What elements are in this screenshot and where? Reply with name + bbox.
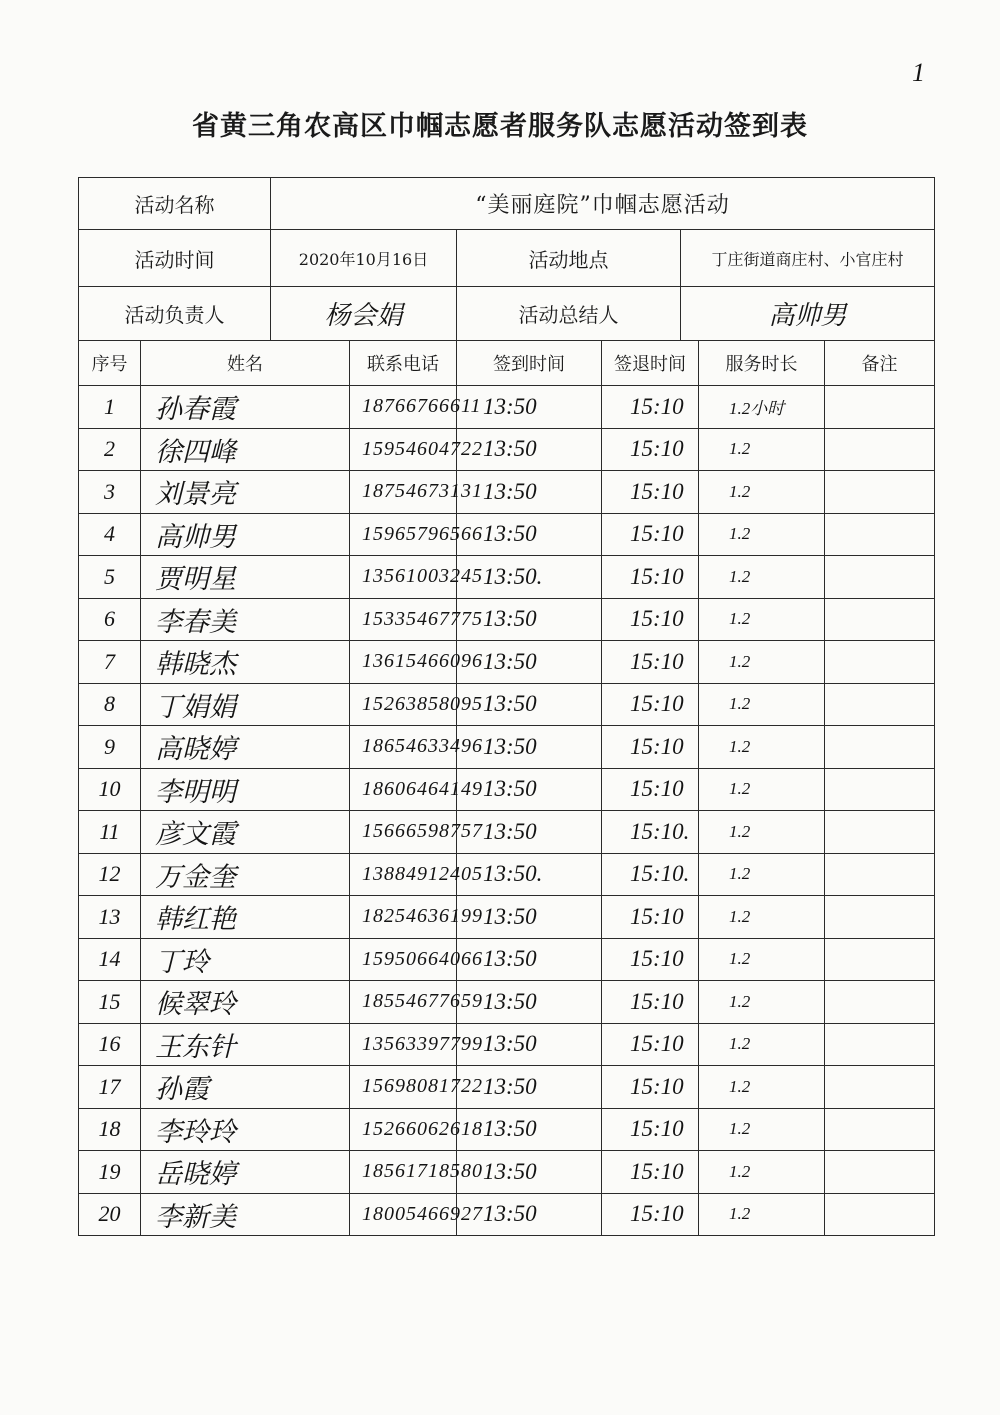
col-header-hours: 服务时长	[699, 341, 825, 386]
phone-number: 18606464149	[350, 768, 457, 811]
sign-out-time: 15:10	[602, 556, 699, 599]
activity-time-label: 活动时间	[79, 230, 271, 287]
service-hours: 1.2	[699, 683, 825, 726]
sign-out-time: 15:10	[602, 641, 699, 684]
phone-number: 18561718580	[350, 1151, 457, 1194]
row-number: 1	[79, 386, 141, 429]
activity-name-value: “美丽庭院”巾帼志愿活动	[271, 178, 935, 230]
sign-in-time: 13:50	[457, 641, 602, 684]
phone-number: 15266062618	[350, 1108, 457, 1151]
page-number: 1	[912, 58, 925, 87]
service-hours: 1.2	[699, 896, 825, 939]
phone-number: 18654633496	[350, 726, 457, 769]
sign-in-time: 13:50	[457, 938, 602, 981]
row-number: 5	[79, 556, 141, 599]
sign-in-time: 13:50	[457, 1151, 602, 1194]
row-number: 20	[79, 1193, 141, 1236]
phone-number: 15954604722	[350, 428, 457, 471]
volunteer-rows	[79, 386, 935, 1236]
note	[825, 768, 935, 811]
row-number: 14	[79, 938, 141, 981]
row-number: 15	[79, 981, 141, 1024]
volunteer-name: 高帅男	[141, 513, 350, 556]
service-hours: 1.2	[699, 981, 825, 1024]
phone-number: 18254636199	[350, 896, 457, 939]
sign-out-time: 15:10	[602, 1151, 699, 1194]
note	[825, 1023, 935, 1066]
phone-number: 18754673131	[350, 471, 457, 514]
sign-in-time: 13:50	[457, 726, 602, 769]
summarizer-signature: 高帅男	[681, 287, 935, 341]
table-row	[79, 1023, 935, 1066]
volunteer-name: 万金奎	[141, 853, 350, 896]
row-number: 17	[79, 1066, 141, 1109]
sign-out-time: 15:10	[602, 1066, 699, 1109]
row-number: 6	[79, 598, 141, 641]
sign-out-time: 15:10	[602, 683, 699, 726]
phone-number: 18005466927	[350, 1193, 457, 1236]
sign-in-time: 13:50	[457, 981, 602, 1024]
service-hours: 1.2	[699, 853, 825, 896]
sign-out-time: 15:10	[602, 471, 699, 514]
col-header-sign-in: 签到时间	[457, 341, 602, 386]
note	[825, 938, 935, 981]
service-hours: 1.2	[699, 938, 825, 981]
row-number: 11	[79, 811, 141, 854]
sign-in-time: 13:50	[457, 428, 602, 471]
note	[825, 641, 935, 684]
table-row	[79, 556, 935, 599]
volunteer-name: 丁玲	[141, 938, 350, 981]
sign-in-time: 13:50	[457, 811, 602, 854]
volunteer-name: 徐四峰	[141, 428, 350, 471]
col-header-no: 序号	[79, 341, 141, 386]
phone-number: 18766766611	[350, 386, 457, 429]
leader-label: 活动负责人	[79, 287, 271, 341]
table-row	[79, 896, 935, 939]
table-row	[79, 386, 935, 429]
note	[825, 981, 935, 1024]
sign-out-time: 15:10	[602, 513, 699, 556]
table-row	[79, 1151, 935, 1194]
table-row	[79, 1108, 935, 1151]
volunteer-name: 李玲玲	[141, 1108, 350, 1151]
service-hours: 1.2	[699, 641, 825, 684]
sign-out-time: 15:10.	[602, 811, 699, 854]
note	[825, 811, 935, 854]
note	[825, 556, 935, 599]
sign-in-time: 13:50	[457, 768, 602, 811]
sign-out-time: 15:10	[602, 768, 699, 811]
volunteer-name: 岳晓婷	[141, 1151, 350, 1194]
table-row	[79, 811, 935, 854]
phone-number: 15335467775	[350, 598, 457, 641]
volunteer-name: 刘景亮	[141, 471, 350, 514]
sign-out-time: 15:10	[602, 1023, 699, 1066]
note	[825, 598, 935, 641]
row-number: 18	[79, 1108, 141, 1151]
volunteer-name: 孙霞	[141, 1066, 350, 1109]
row-number: 12	[79, 853, 141, 896]
note	[825, 513, 935, 556]
service-hours: 1.2	[699, 471, 825, 514]
table-row	[79, 641, 935, 684]
sign-in-table	[78, 177, 935, 1236]
activity-name-label: 活动名称	[79, 178, 271, 230]
note	[825, 1193, 935, 1236]
col-header-name: 姓名	[141, 341, 350, 386]
note	[825, 853, 935, 896]
volunteer-name: 高晓婷	[141, 726, 350, 769]
sign-in-time: 13:50	[457, 386, 602, 429]
table-row	[79, 598, 935, 641]
activity-info	[79, 178, 935, 341]
volunteer-name: 丁娟娟	[141, 683, 350, 726]
note	[825, 896, 935, 939]
service-hours: 1.2	[699, 1151, 825, 1194]
activity-time-value: 2020年10月16日	[271, 230, 457, 287]
activity-place-value: 丁庄街道商庄村、小官庄村	[681, 230, 935, 287]
volunteer-name: 李明明	[141, 768, 350, 811]
phone-number: 15965796566	[350, 513, 457, 556]
phone-number: 13884912405	[350, 853, 457, 896]
sign-in-time: 13:50	[457, 1108, 602, 1151]
service-hours: 1.2	[699, 556, 825, 599]
sign-in-time: 13:50	[457, 513, 602, 556]
phone-number: 15698081722	[350, 1066, 457, 1109]
row-number: 9	[79, 726, 141, 769]
service-hours: 1.2	[699, 726, 825, 769]
phone-number: 13563397799	[350, 1023, 457, 1066]
leader-signature: 杨会娟	[271, 287, 457, 341]
table-row	[79, 938, 935, 981]
service-hours: 1.2	[699, 1066, 825, 1109]
sign-out-time: 15:10	[602, 598, 699, 641]
row-number: 2	[79, 428, 141, 471]
row-number: 8	[79, 683, 141, 726]
phone-number: 13615466096	[350, 641, 457, 684]
volunteer-name: 李春美	[141, 598, 350, 641]
volunteer-name: 贾明星	[141, 556, 350, 599]
service-hours: 1.2	[699, 598, 825, 641]
service-hours: 1.2	[699, 768, 825, 811]
sign-in-time: 13:50	[457, 1066, 602, 1109]
note	[825, 1108, 935, 1151]
volunteer-name: 王东针	[141, 1023, 350, 1066]
sign-out-time: 15:10	[602, 938, 699, 981]
page-title: 省黄三角农高区巾帼志愿者服务队志愿活动签到表	[192, 111, 808, 142]
sign-in-time: 13:50	[457, 896, 602, 939]
sign-in-time: 13:50.	[457, 556, 602, 599]
summarizer-label: 活动总结人	[457, 287, 681, 341]
col-header-phone: 联系电话	[350, 341, 457, 386]
service-hours: 1.2	[699, 1193, 825, 1236]
service-hours: 1.2	[699, 1108, 825, 1151]
col-header-sign-out: 签退时间	[602, 341, 699, 386]
note	[825, 386, 935, 429]
column-headers	[79, 341, 935, 386]
volunteer-name: 彦文霞	[141, 811, 350, 854]
table-row	[79, 1193, 935, 1236]
row-number: 13	[79, 896, 141, 939]
sign-out-time: 15:10	[602, 428, 699, 471]
sign-in-time: 13:50	[457, 1023, 602, 1066]
note	[825, 726, 935, 769]
volunteer-name: 韩晓杰	[141, 641, 350, 684]
table-row	[79, 683, 935, 726]
table-row	[79, 726, 935, 769]
service-hours: 1.2小时	[699, 386, 825, 429]
sign-in-time: 13:50	[457, 1193, 602, 1236]
table-row	[79, 428, 935, 471]
service-hours: 1.2	[699, 1023, 825, 1066]
row-number: 4	[79, 513, 141, 556]
note	[825, 1151, 935, 1194]
sign-out-time: 15:10	[602, 1108, 699, 1151]
sign-out-time: 15:10.	[602, 853, 699, 896]
note	[825, 1066, 935, 1109]
volunteer-name: 孙春霞	[141, 386, 350, 429]
phone-number: 18554677659	[350, 981, 457, 1024]
service-hours: 1.2	[699, 513, 825, 556]
phone-number: 15666598757	[350, 811, 457, 854]
note	[825, 471, 935, 514]
sign-in-time: 13:50	[457, 471, 602, 514]
phone-number: 15263858095	[350, 683, 457, 726]
row-number: 10	[79, 768, 141, 811]
row-number: 7	[79, 641, 141, 684]
phone-number: 15950664066	[350, 938, 457, 981]
sign-out-time: 15:10	[602, 981, 699, 1024]
sign-out-time: 15:10	[602, 726, 699, 769]
volunteer-name: 韩红艳	[141, 896, 350, 939]
table-row	[79, 471, 935, 514]
table-row	[79, 768, 935, 811]
sign-out-time: 15:10	[602, 896, 699, 939]
service-hours: 1.2	[699, 428, 825, 471]
table-row	[79, 981, 935, 1024]
row-number: 3	[79, 471, 141, 514]
table-row	[79, 853, 935, 896]
sign-out-time: 15:10	[602, 386, 699, 429]
note	[825, 428, 935, 471]
table-row	[79, 1066, 935, 1109]
row-number: 19	[79, 1151, 141, 1194]
activity-place-label: 活动地点	[457, 230, 681, 287]
sign-in-time: 13:50.	[457, 853, 602, 896]
table-row	[79, 513, 935, 556]
phone-number: 13561003245	[350, 556, 457, 599]
service-hours: 1.2	[699, 811, 825, 854]
volunteer-name: 候翠玲	[141, 981, 350, 1024]
col-header-note: 备注	[825, 341, 935, 386]
sign-out-time: 15:10	[602, 1193, 699, 1236]
sign-in-time: 13:50	[457, 683, 602, 726]
row-number: 16	[79, 1023, 141, 1066]
sign-in-time: 13:50	[457, 598, 602, 641]
volunteer-name: 李新美	[141, 1193, 350, 1236]
note	[825, 683, 935, 726]
